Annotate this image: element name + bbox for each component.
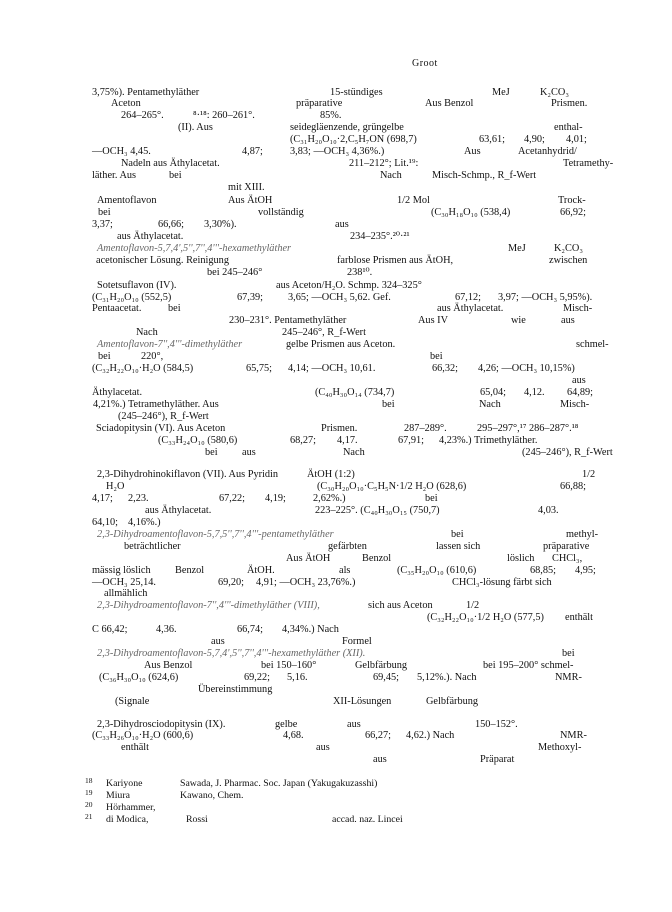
text-fragment: 211–212°; Lit.¹⁹: [349,158,419,169]
text-fragment: (Signale [115,696,150,707]
text-fragment: 234–235°.²⁰·²¹ [350,231,410,242]
text-fragment: bei [430,351,443,362]
text-fragment: 3,65; —OCH₃ 5,62. Gef. [288,292,391,303]
footnote-number: 21 [85,812,93,821]
text-fragment: seidegläenzende, grüngelbe [290,122,404,133]
text-fragment: 4,68. [283,730,304,741]
text-fragment: bei [425,493,438,504]
text-fragment: Aus [464,146,481,157]
text-fragment: 220°, [141,351,164,362]
text-fragment: Aus Benzol [144,660,193,671]
text-fragment: aus [211,636,225,647]
text-fragment: (C₃₂H₂₂O₁₀·1/2 H₂O (577,5) [427,612,544,623]
text-fragment: CHCl₃, [552,553,583,564]
text-fragment: methyl- [566,529,599,540]
text-fragment: aus [316,742,330,753]
text-fragment: Benzol [362,553,392,564]
text-fragment: Übereinstimmung [198,684,273,695]
text-fragment: bei [98,207,111,218]
text-fragment: 2,3-Dihydroamentoflavon-7'',4'''-dimethyläther (VIII), [97,600,320,611]
text-fragment: Prismen. [321,423,358,434]
text-fragment: 68,85; [530,565,557,576]
text-fragment: mit XIII. [228,182,265,193]
text-fragment: (C₃₃H₂₄O₁₀ (580,6) [158,435,238,446]
text-fragment: mässig löslich [92,565,151,576]
text-fragment: aus [572,375,586,386]
text-fragment: bei [205,447,218,458]
text-fragment: (C₃₆H₃₀O₁₀ (624,6) [99,672,179,683]
text-fragment: allmählich [104,588,148,599]
text-fragment: (245–246°), R_f-Wert [522,447,613,458]
text-fragment: (C₃₃H₂₆O₁₀·H₂O (600,6) [92,730,194,741]
text-fragment: Benzol [175,565,205,576]
text-fragment: 4,17; [92,493,113,504]
text-fragment: 3,30%). [204,219,237,230]
text-fragment: 4,26; —OCH₃ 10,15%) [478,363,575,374]
text-fragment: als [339,565,351,576]
text-fragment: Formel [342,636,372,647]
text-fragment: ÄtOH (1:2) [307,469,355,480]
footnote-text: Sawada, J. Pharmac. Soc. Japan (Yakugakuzasshi) [180,778,378,789]
text-fragment: aus [561,315,575,326]
text-fragment: 1/2 Mol [397,195,430,206]
text-fragment: Pentaacetat. [92,303,142,314]
text-fragment: aus Äthylacetat. [437,303,504,314]
text-fragment: vollständig [258,207,304,218]
text-fragment: 4,23%.) Trimethyläther. [439,435,538,446]
text-fragment: aus Aceton/H₂O. Schmp. 324–325° [276,280,422,291]
text-fragment: 1/2 [582,469,596,480]
text-fragment: Aus IV [418,315,449,326]
text-fragment: 64,89; [567,387,594,398]
text-fragment: 4,01; [566,134,587,145]
text-fragment: 2,3-Dihydrohinokiflavon (VII). Aus Pyridin [97,469,279,480]
text-fragment: 4,16%.) [128,517,161,528]
text-fragment: 5,16. [287,672,308,683]
text-fragment: (245–246°), R_f-Wert [118,411,209,422]
text-fragment: 66,88; [560,481,587,492]
text-fragment: (C₄₀H₃₀O₁₄ (734,7) [315,387,395,398]
text-fragment: Präparat [480,754,515,765]
text-fragment: Gelbfärbung [426,696,479,707]
footnote-text: Kawano, Chem. [180,790,244,801]
text-fragment: 67,12; [455,292,482,303]
text-fragment: 3,37; [92,219,113,230]
text-fragment: (II). Aus [178,122,213,133]
text-fragment: Nach [343,447,365,458]
text-fragment: 3,97; —OCH₃ 5,95%). [498,292,593,303]
text-fragment: bei 150–160° [261,660,317,671]
text-fragment: 4,87; [242,146,263,157]
text-fragment: 3,75%). Pentamethyläther [92,87,200,98]
text-fragment: Amentoflavon-5,7,4',5'',7'',4'''-hexamethyläther [97,243,292,254]
text-fragment: aus [335,219,349,230]
text-fragment: Misch- [560,399,590,410]
text-fragment: wie [511,315,526,326]
footnote-number: 19 [85,788,93,797]
text-fragment: Nadeln aus Äthylacetat. [121,158,220,169]
text-fragment: läther. Aus [92,170,137,181]
text-fragment: Misch- [563,303,593,314]
text-fragment: bei 245–246° [207,267,263,278]
text-fragment: 67,22; [219,493,246,504]
text-fragment: bei [451,529,464,540]
text-fragment: zwischen [549,255,588,266]
text-fragment: 4,17. [337,435,358,446]
text-fragment: K₂CO₃ [554,243,583,254]
text-fragment: Tetramethy- [563,158,614,169]
text-fragment: aus Äthylacetat. [145,505,212,516]
text-fragment: (C₃₀H₂₀O₁₀·C₅H₅N·1/2 H₂O (628,6) [317,481,467,492]
text-fragment: Amentoflavon [97,195,157,206]
text-fragment: ÄtOH. [247,565,275,576]
text-fragment: H₂O [106,481,125,492]
text-fragment: Nach [136,327,158,338]
text-fragment: Trock- [558,195,586,206]
text-fragment: farblose Prismen aus ÄtOH, [337,255,454,266]
text-fragment: 67,91; [398,435,425,446]
text-fragment: 4,34%.) Nach [282,624,339,635]
text-fragment: 264–265°. [121,110,164,121]
footnote-number: 18 [85,776,93,785]
text-fragment: präparative [296,98,343,109]
text-fragment: 64,10; [92,517,119,528]
text-fragment: ⁸·¹⁸: 260–261°. [193,110,255,121]
text-fragment: —OCH₃ 25,14. [92,577,156,588]
footnote-text: Miura [106,790,130,801]
text-fragment: Gelbfärbung [355,660,408,671]
text-fragment: (C₃₁H₂₀O₁₀ (552,5) [92,292,172,303]
text-fragment: NMR- [560,730,587,741]
text-fragment: Sciadopitysin (VI). Aus Aceton [96,423,226,434]
text-fragment: Nach [479,399,501,410]
text-fragment: 1/2 [466,600,480,611]
text-fragment: 295–297°,¹⁷ 286–287°.¹⁸ [477,423,579,434]
text-fragment: 4,14; —OCH₃ 10,61. [288,363,376,374]
footnote-text: Kariyone [106,778,143,789]
text-fragment: 245–246°, R_f-Wert [282,327,366,338]
text-fragment: 5,12%.). Nach [417,672,477,683]
text-fragment: aus [347,719,361,730]
text-fragment: bei [562,648,575,659]
text-fragment: (C₃₁H₂₀O₁₀·2,C₅H₇ON (698,7) [290,134,417,145]
footnote-text: di Modica, [106,814,149,825]
text-fragment: (C₃₀H₁₈O₁₀ (538,4) [431,207,511,218]
text-fragment: 69,22; [244,672,271,683]
text-fragment: 2,3-Dihydroamentoflavon-5,7,4',5'',7'',4'''-hexamethyläther (XII). [97,648,366,659]
text-fragment: 230–231°. Pentamethyläther [229,315,347,326]
text-fragment: Aus Benzol [425,98,474,109]
text-fragment: gelbe Prismen aus Aceton. [286,339,396,350]
text-fragment: 4,95; [575,565,596,576]
text-fragment: präparative [543,541,590,552]
text-fragment: 150–152°. [475,719,518,730]
text-fragment: 65,04; [480,387,507,398]
text-fragment: 4,12. [524,387,545,398]
text-fragment: 4,21%.) Tetramethyläther. Aus [93,399,219,410]
text-fragment: acetonischer Lösung. Reinigung [96,255,229,266]
text-fragment: schmel- [576,339,609,350]
text-fragment: 66,32; [432,363,459,374]
text-fragment: CHCl₃-lösung färbt sich [452,577,552,588]
footnote-text: accad. naz. Lincei [332,814,403,825]
text-fragment: beträchtlicher [124,541,181,552]
text-fragment: Äthylacetat. [92,387,143,398]
text-fragment: 69,45; [373,672,400,683]
text-fragment: (C₃₅H₂₀O₁₀ (610,6) [397,565,477,576]
text-fragment: MeJ [492,87,510,98]
text-fragment: enthält [565,612,594,623]
text-fragment: Amentoflavon-7'',4'''-dimethyläther [97,339,243,350]
text-fragment: löslich [507,553,535,564]
text-fragment: bei [168,303,181,314]
text-fragment: (C₃₂H₂₂O₁₀·H₂O (584,5) [92,363,194,374]
text-fragment: 2,3-Dihydrosciodopitysin (IX). [97,719,226,730]
text-fragment: bei 195–200° schmel- [483,660,574,671]
text-fragment: Acetanhydrid/ [518,146,577,157]
text-fragment: NMR- [555,672,582,683]
text-fragment: 68,27; [290,435,317,446]
text-fragment: 66,74; [237,624,264,635]
text-fragment: 63,61; [479,134,506,145]
text-fragment: enthält [121,742,150,753]
text-fragment: bei [169,170,182,181]
text-fragment: aus [373,754,387,765]
text-fragment: bei [382,399,395,410]
text-fragment: 85%. [320,110,342,121]
text-fragment: 66,27; [365,730,392,741]
text-fragment: 4,90; [524,134,545,145]
footnote-text: Hörhammer, [106,802,156,813]
text-fragment: Nach [380,170,402,181]
text-fragment: K₂CO₃ [540,87,569,98]
text-fragment: 287–289°. [404,423,447,434]
footnote-text: Rossi [186,814,208,825]
text-fragment: —OCH₃ 4,45. [92,146,151,157]
text-fragment: 238¹⁰. [347,267,373,278]
text-fragment: 3,83; —OCH₃ 4,36%.) [290,146,385,157]
text-fragment: 223–225°. (C₄₀H₃₀O₁₅ (750,7) [315,505,440,516]
text-fragment: bei [98,351,111,362]
text-fragment: gelbe [275,719,298,730]
text-fragment: Aus ÄtOH [228,195,273,206]
text-fragment: 4,62.) Nach [406,730,455,741]
text-fragment: aus Äthylacetat. [117,231,184,242]
text-fragment: 4,19; [265,493,286,504]
text-fragment: 2,62%.) [313,493,346,504]
text-fragment: 66,66; [158,219,185,230]
text-fragment: gefärbten [328,541,367,552]
text-fragment: Methoxyl- [538,742,582,753]
text-fragment: Misch-Schmp., R_f-Wert [432,170,537,181]
text-fragment: 67,39; [237,292,264,303]
text-fragment: Aus ÄtOH [286,553,331,564]
text-fragment: C 66,42; [92,624,128,635]
text-fragment: XII-Lösungen [333,696,392,707]
text-fragment: 69,20; [218,577,245,588]
text-fragment: 2,3-Dihydroamentoflavon-5,7,5'',7'',4'''-pentamethyläther [97,529,334,540]
text-fragment: 2,23. [128,493,149,504]
text-fragment: aus [242,447,256,458]
text-fragment: 4,36. [156,624,177,635]
text-fragment: 4,03. [538,505,559,516]
text-fragment: Prismen. [551,98,588,109]
text-fragment: Aceton [111,98,141,109]
text-fragment: MeJ [508,243,526,254]
text-fragment: 4,91; —OCH₃ 23,76%.) [256,577,356,588]
footnote-number: 20 [85,800,93,809]
text-fragment: 66,92; [560,207,587,218]
text-fragment: lassen sich [436,541,481,552]
text-fragment: 15-stündiges [330,87,383,98]
text-fragment: Sotetsuflavon (IV). [97,280,177,291]
text-fragment: 65,75; [246,363,273,374]
text-fragment: sich aus Aceton [368,600,433,611]
text-fragment: enthal- [554,122,583,133]
running-head: Groot [412,58,438,69]
